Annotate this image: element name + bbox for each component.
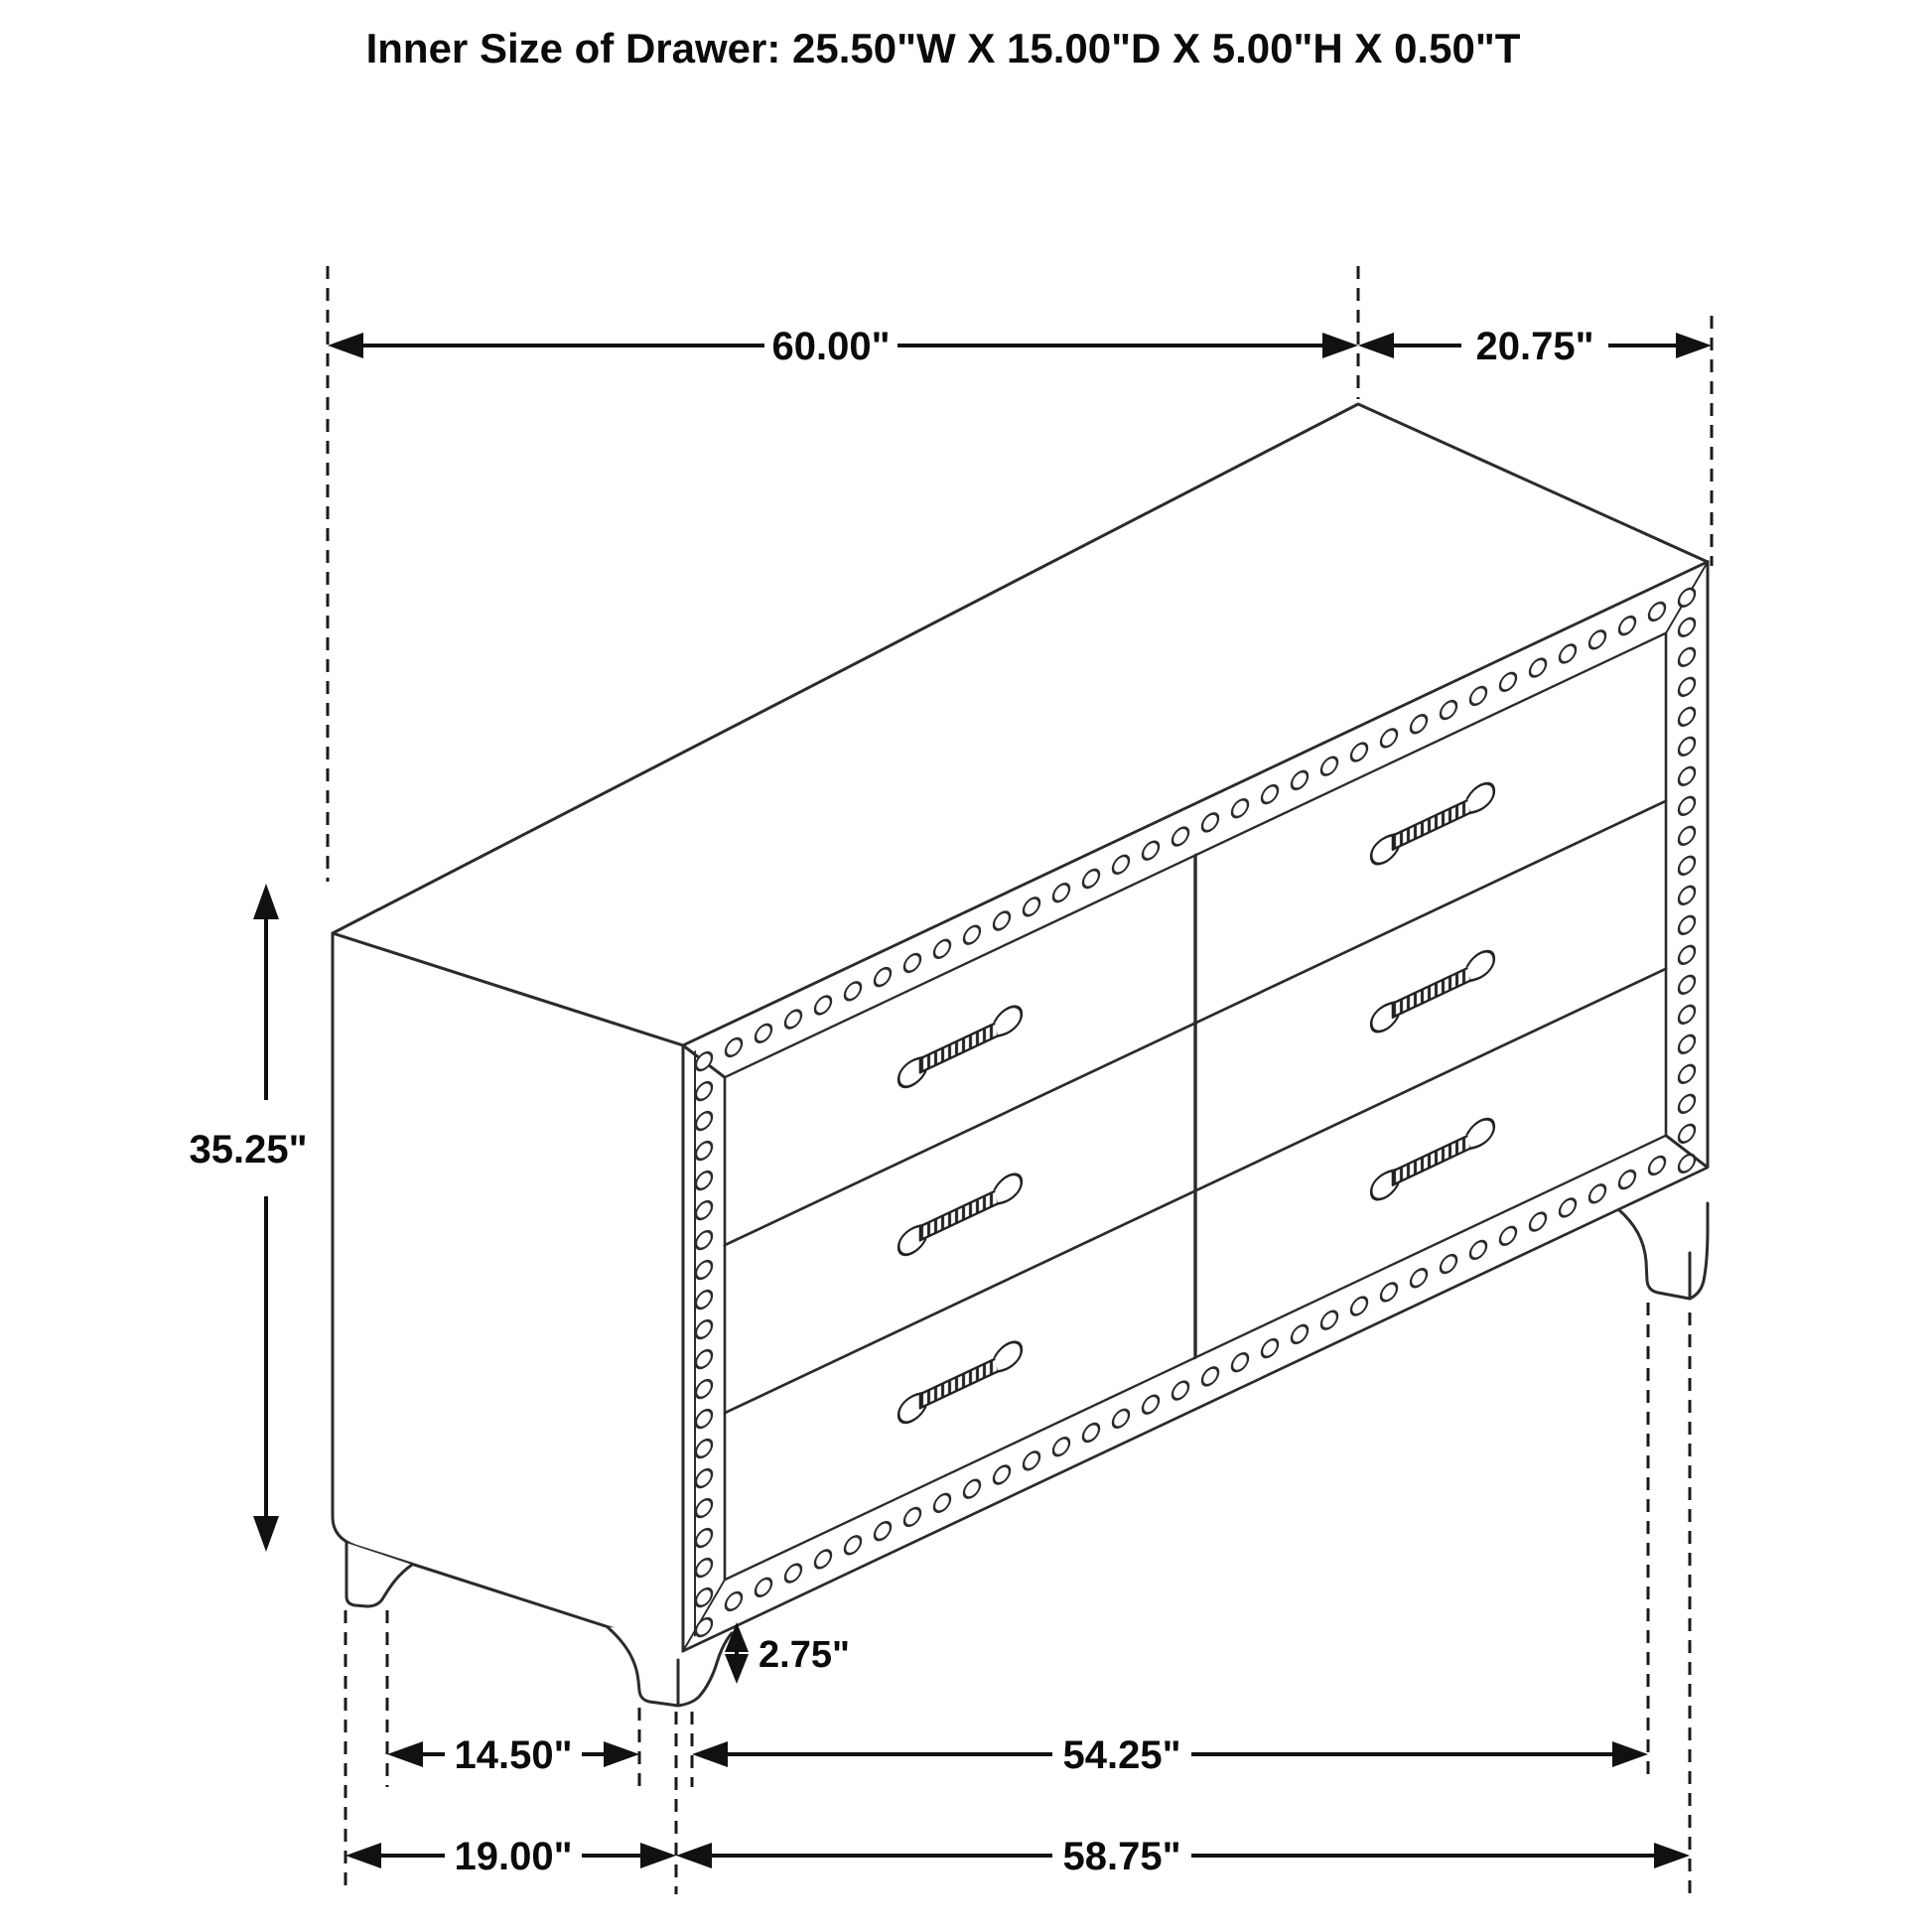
dimension-label-base-depth: 19.00" (454, 1835, 573, 1878)
dimension-label-front-leg-span: 54.25" (1062, 1733, 1181, 1777)
dresser-side-face (333, 933, 683, 1651)
dimension-label-side-height: 35.25" (189, 1128, 308, 1172)
dimension-label-top-depth: 20.75" (1475, 325, 1594, 368)
dimension-label-top-width: 60.00" (771, 325, 891, 368)
dimension-label-base-width: 58.75" (1062, 1835, 1181, 1878)
dimension-label-leg-height: 2.75" (759, 1634, 850, 1676)
page-title: Inner Size of Drawer: 25.50"W X 15.00"D X 5.00"H X 0.50"T (365, 25, 1521, 71)
dimension-label-leg-gap-span: 14.50" (454, 1733, 573, 1777)
